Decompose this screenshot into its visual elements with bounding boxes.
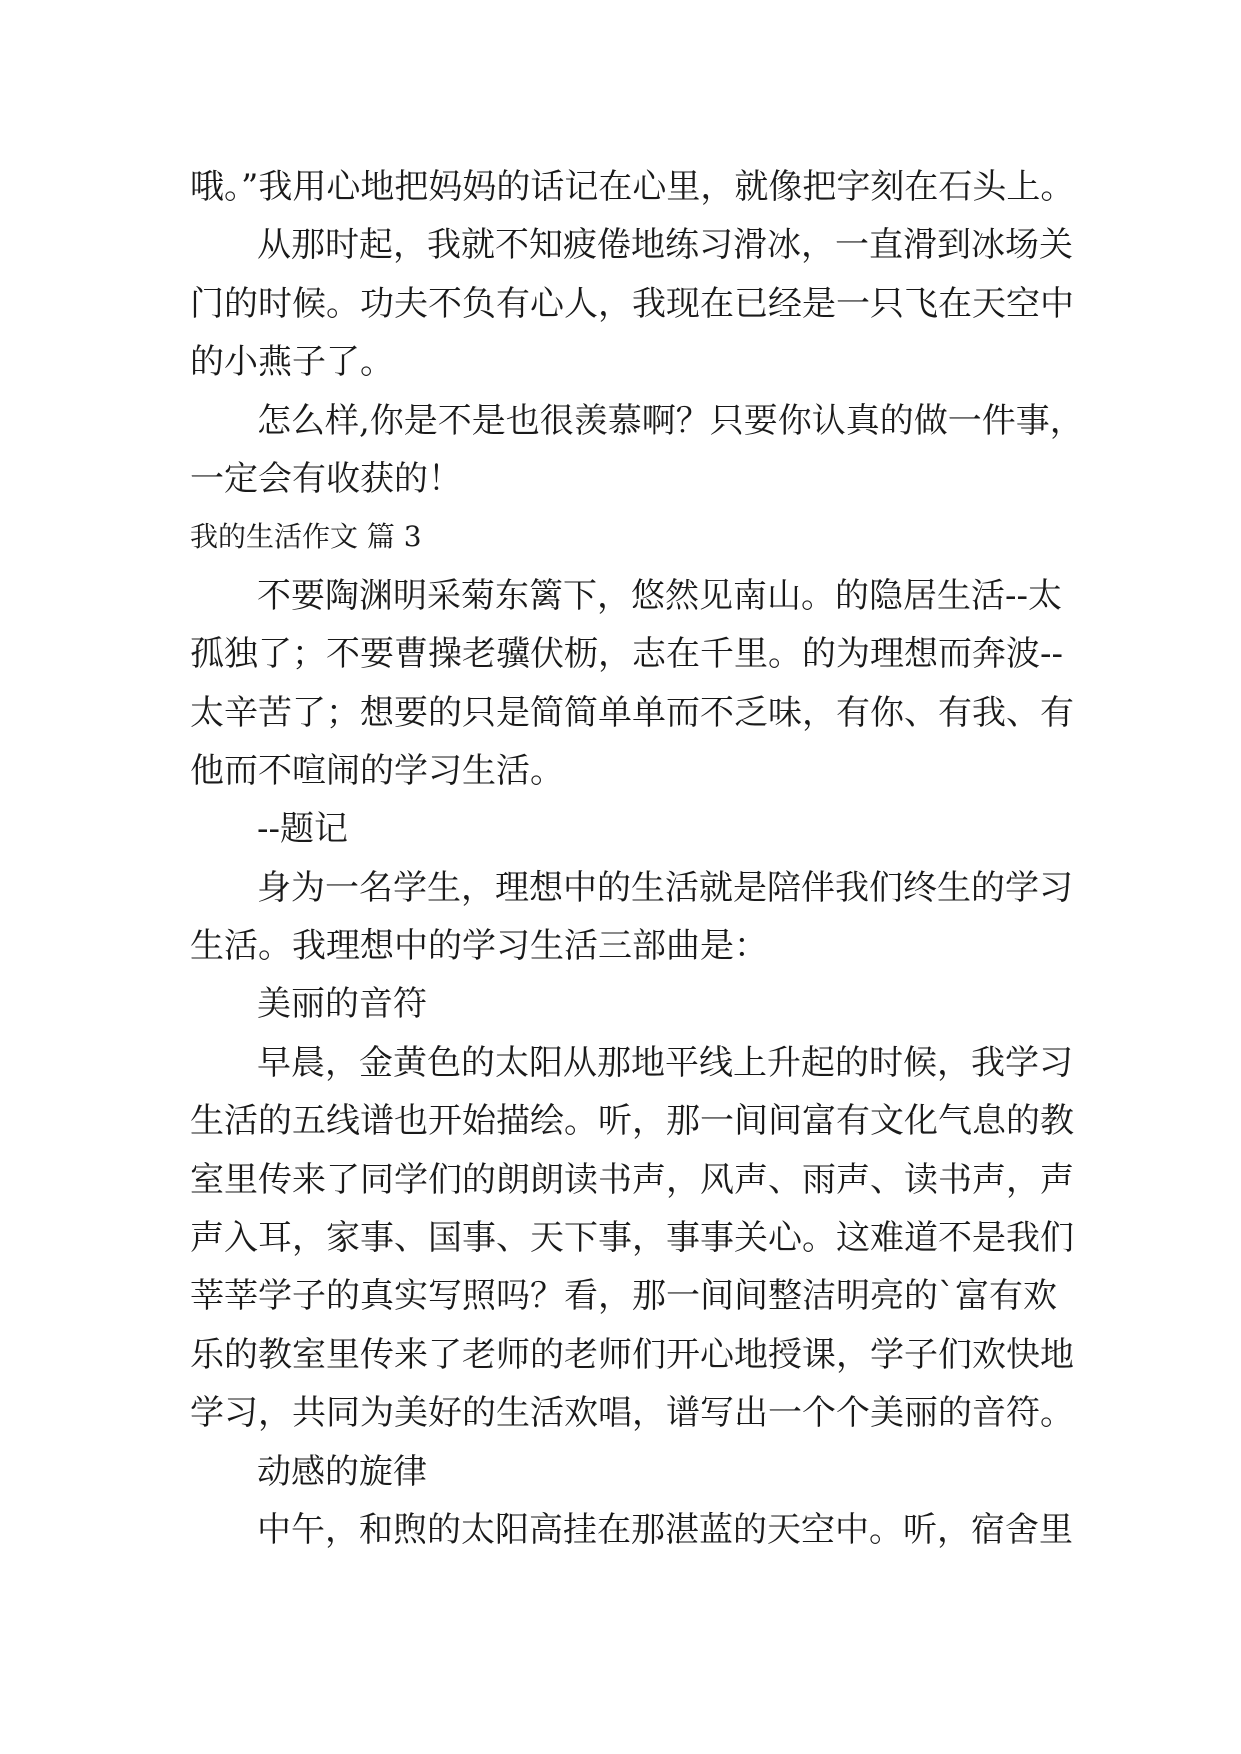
text-line: 生活。我理想中的学习生活三部曲是： (190, 926, 768, 967)
text-line: 哦。”我用心地把妈妈的话记在心里，就像把字刻在石头上。 (190, 167, 1075, 207)
text-line: 莘莘学子的真实写照吗？看，那一间间整洁明亮的`富有欢 (190, 1276, 1057, 1317)
text-line: --题记 (257, 809, 348, 850)
text-line: 动感的旋律 (257, 1451, 427, 1492)
text-line: 怎么样,你是不是也很羡慕啊？只要你认真的做一件事， (257, 400, 1084, 441)
text-line: 一定会有收获的！ (190, 458, 462, 499)
text-line: 美丽的音符 (257, 984, 427, 1025)
text-line: 太辛苦了；想要的只是简简单单而不乏味，有你、有我、有 (190, 692, 1074, 733)
text-line: 孤独了；不要曹操老骥伏枥，志在千里。的为理想而奔波-- (190, 634, 1063, 675)
text-line: 中午，和煦的太阳高挂在那湛蓝的天空中。听，宿舍里 (257, 1509, 1073, 1550)
text-line: 生活的五线谱也开始描绘。听，那一间间富有文化气息的教 (190, 1101, 1074, 1142)
text-line: 身为一名学生，理想中的生活就是陪伴我们终生的学习 (257, 867, 1073, 908)
text-line: 门的时候。功夫不负有心人，我现在已经是一只飞在天空中 (190, 283, 1074, 324)
text-line: 声入耳，家事、国事、天下事，事事关心。这难道不是我们 (190, 1218, 1074, 1259)
text-line: 室里传来了同学们的朗朗读书声，风声、雨声、读书声，声 (190, 1159, 1074, 1200)
document-body (190, 158, 1084, 1559)
text-line: 不要陶渊明采菊东篱下，悠然见南山。的隐居生活--太 (257, 575, 1062, 616)
text-line: 学习，共同为美好的生活欢唱，谱写出一个个美丽的音符。 (190, 1393, 1074, 1434)
text-line: 的小燕子了。 (190, 342, 394, 383)
section-heading: 我的生活作文 篇 3 (190, 520, 422, 554)
text-line: 他而不喧闹的学习生活。 (190, 750, 564, 791)
text-line: 乐的教室里传来了老师的老师们开心地授课，学子们欢快地 (190, 1334, 1074, 1375)
text-line: 早晨，金黄色的太阳从那地平线上升起的时候，我学习 (257, 1042, 1073, 1083)
text-line: 从那时起，我就不知疲倦地练习滑冰，一直滑到冰场关 (257, 225, 1073, 266)
